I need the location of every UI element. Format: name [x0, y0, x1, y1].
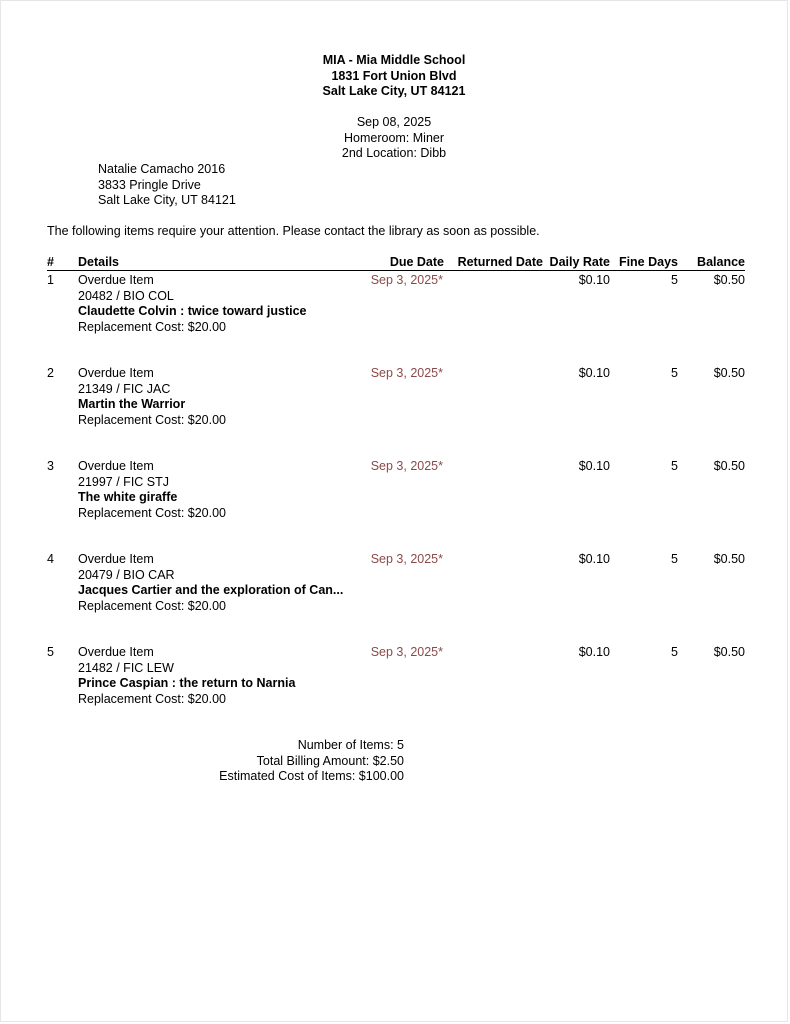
item-daily-rate: $0.10	[578, 645, 610, 659]
item-fine-days: 5	[671, 273, 678, 287]
item-details	[78, 645, 295, 707]
item-barcode: 20479 / BIO CAR	[78, 567, 175, 582]
item-replacement-cost: Replacement Cost: $20.00	[78, 319, 227, 334]
item-daily-rate: $0.10	[578, 366, 610, 380]
item-balance: $0.50	[713, 273, 745, 287]
column-header-due-date: Due Date	[389, 255, 444, 269]
item-balance: $0.50	[713, 552, 745, 566]
item-title: Martin the Warrior	[78, 397, 186, 411]
item-due-date: Sep 3, 2025*	[370, 552, 443, 566]
item-replacement-cost: Replacement Cost: $20.00	[78, 598, 227, 613]
item-balance: $0.50	[713, 645, 745, 659]
column-header-number: #	[47, 255, 54, 269]
item-daily-rate: $0.10	[578, 273, 610, 287]
item-details	[78, 552, 343, 614]
patron-city: Salt Lake City, UT 84121	[98, 193, 236, 207]
item-barcode: 21997 / FIC STJ	[78, 474, 170, 489]
item-barcode: 21482 / FIC LEW	[78, 660, 174, 675]
item-replacement-cost: Replacement Cost: $20.00	[78, 505, 227, 520]
patron-name: Natalie Camacho 2016	[98, 162, 226, 176]
summary-estimated-cost: Estimated Cost of Items: $100.00	[219, 769, 404, 783]
table-row	[47, 366, 745, 430]
item-number: 1	[47, 273, 54, 287]
column-header-returned-date: Returned Date	[457, 255, 543, 269]
school-address: 1831 Fort Union Blvd	[331, 68, 457, 83]
school-header	[1, 53, 787, 100]
item-barcode: 21349 / FIC JAC	[78, 381, 171, 396]
item-details	[78, 366, 226, 428]
item-title: The white giraffe	[78, 490, 178, 504]
item-title: Claudette Colvin : twice toward justice	[78, 304, 307, 318]
item-status: Overdue Item	[78, 645, 154, 659]
homeroom: Homeroom: Miner	[343, 130, 445, 145]
item-replacement-cost: Replacement Cost: $20.00	[78, 412, 227, 427]
item-fine-days: 5	[671, 552, 678, 566]
item-status: Overdue Item	[78, 273, 154, 287]
item-daily-rate: $0.10	[578, 552, 610, 566]
item-number: 5	[47, 645, 54, 659]
item-status: Overdue Item	[78, 366, 154, 380]
item-details	[78, 459, 226, 521]
second-location: 2nd Location: Dibb	[341, 146, 447, 160]
item-status: Overdue Item	[78, 552, 154, 566]
notice-message: The following items require your attention. Please contact the library as soon as possible.	[47, 224, 540, 238]
item-fine-days: 5	[671, 366, 678, 380]
patron-address	[98, 162, 236, 209]
table-row	[47, 459, 745, 523]
item-fine-days: 5	[671, 645, 678, 659]
item-due-date: Sep 3, 2025*	[370, 366, 443, 380]
item-due-date: Sep 3, 2025*	[370, 273, 443, 287]
notice-meta	[1, 115, 787, 162]
item-barcode: 20482 / BIO COL	[78, 288, 174, 303]
notice-date: Sep 08, 2025	[356, 115, 432, 129]
item-details	[78, 273, 307, 335]
table-header	[47, 255, 745, 271]
summary-total-billing: Total Billing Amount: $2.50	[256, 753, 404, 768]
summary	[1, 738, 404, 785]
patron-street: 3833 Pringle Drive	[98, 177, 201, 192]
column-header-fine-days: Fine Days	[618, 255, 678, 269]
item-replacement-cost: Replacement Cost: $20.00	[78, 691, 227, 706]
item-number: 4	[47, 552, 54, 566]
item-number: 2	[47, 366, 54, 380]
school-city: Salt Lake City, UT 84121	[322, 84, 466, 98]
item-balance: $0.50	[713, 366, 745, 380]
item-title: Jacques Cartier and the exploration of Can...	[78, 583, 344, 597]
table-row	[47, 273, 745, 337]
table-row	[47, 645, 745, 709]
item-number: 3	[47, 459, 54, 473]
column-header-balance: Balance	[697, 255, 745, 269]
item-fine-days: 5	[671, 459, 678, 473]
column-header-daily-rate: Daily Rate	[549, 255, 610, 269]
item-title: Prince Caspian : the return to Narnia	[78, 676, 296, 690]
column-header-details: Details	[78, 255, 119, 269]
summary-item-count: Number of Items: 5	[297, 738, 404, 752]
item-due-date: Sep 3, 2025*	[370, 645, 443, 659]
table-row	[47, 552, 745, 616]
item-balance: $0.50	[713, 459, 745, 473]
item-due-date: Sep 3, 2025*	[370, 459, 443, 473]
school-name: MIA - Mia Middle School	[322, 53, 466, 67]
item-status: Overdue Item	[78, 459, 154, 473]
item-daily-rate: $0.10	[578, 459, 610, 473]
